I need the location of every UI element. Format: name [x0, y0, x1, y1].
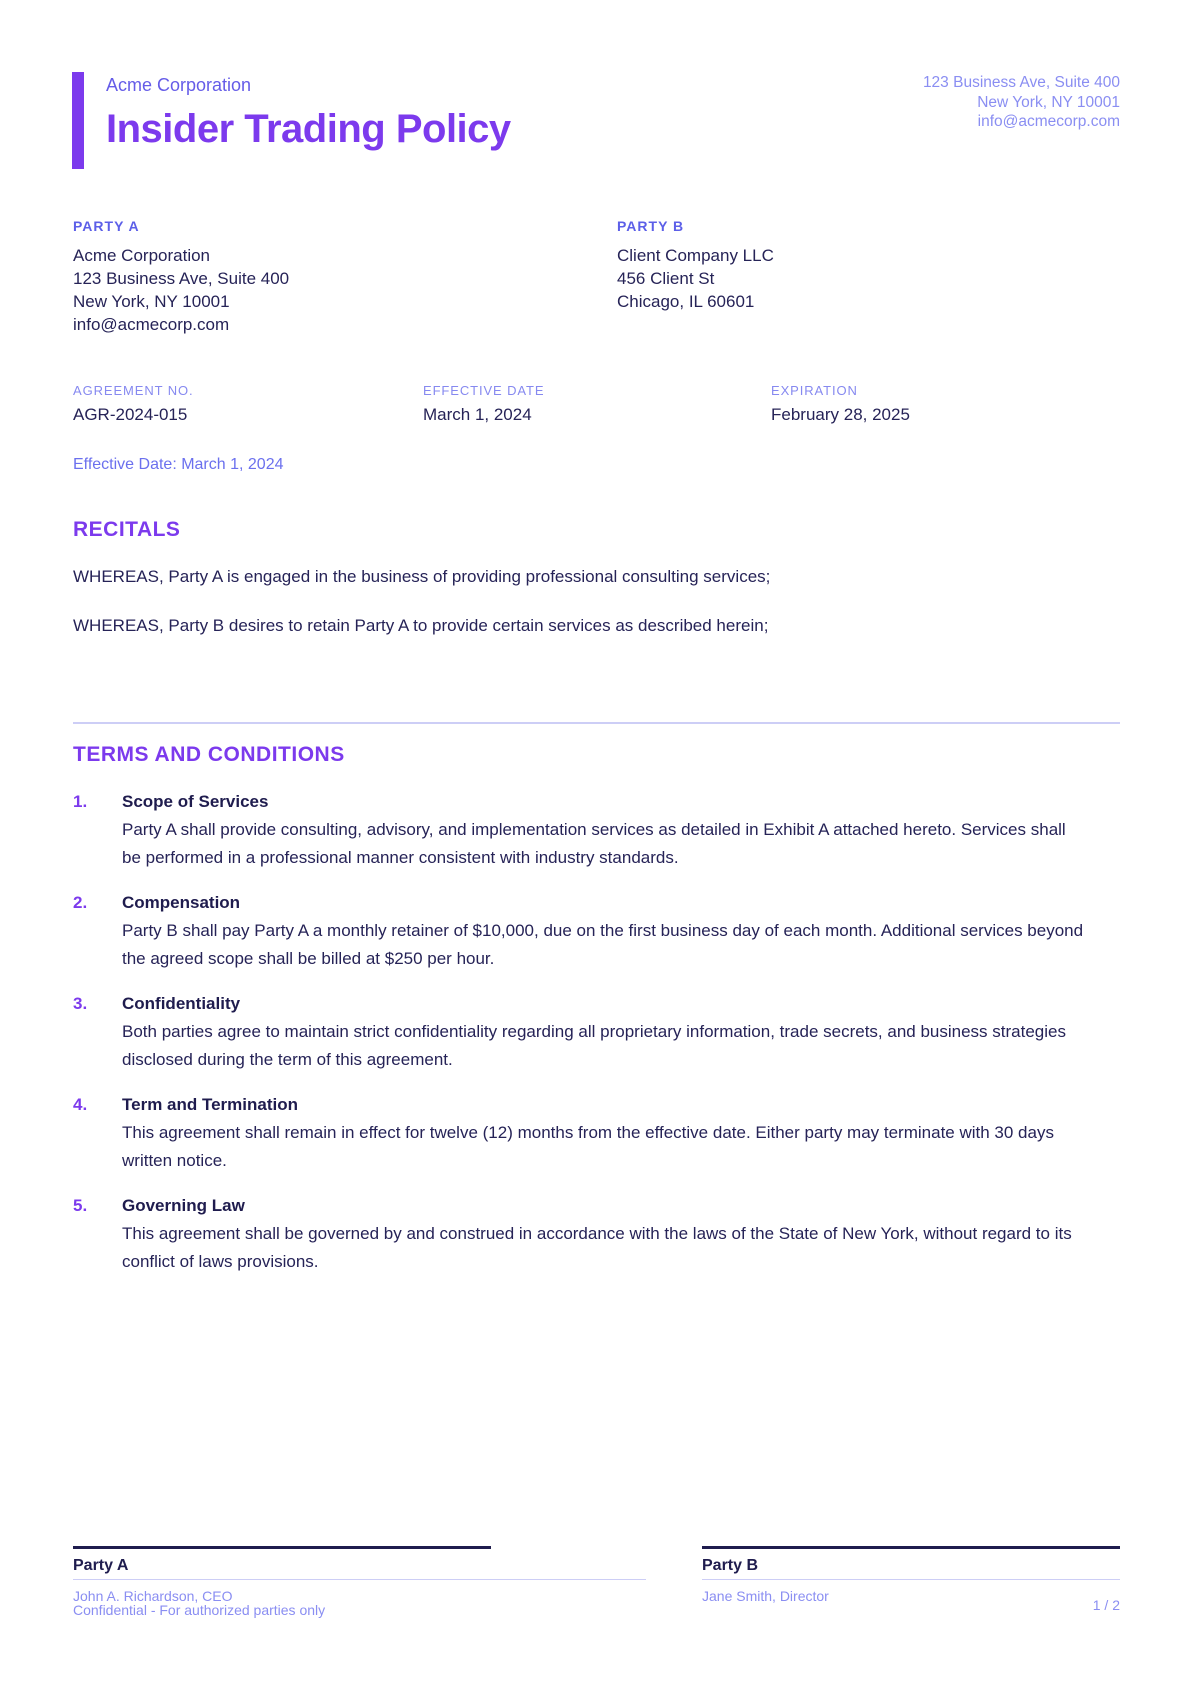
page-number: 1 / 2	[1092, 1597, 1120, 1613]
signer-name-party-b: Jane Smith, Director	[702, 1588, 829, 1604]
header-address	[923, 73, 1120, 132]
term-number: 2.	[73, 893, 88, 912]
party-a-label: PARTY A	[73, 218, 140, 234]
term-number: 1.	[73, 792, 88, 811]
term-title: Compensation	[122, 893, 241, 912]
page-title: Insider Trading Policy	[106, 107, 511, 151]
term-item	[73, 893, 1120, 973]
agreement-number-label: AGREEMENT NO.	[73, 383, 194, 398]
term-body: Both parties agree to maintain strict confidentiality regarding all proprietary information, trade secrets, and business strategies disclosed during the term of this agreement.	[122, 1022, 1066, 1069]
effective-date-line: Effective Date: March 1, 2024	[73, 456, 284, 473]
terms-heading: TERMS AND CONDITIONS	[73, 743, 345, 766]
term-item	[73, 1196, 1120, 1276]
signatures-section	[73, 1546, 1120, 1604]
signature-label-party-a: Party A	[73, 1557, 646, 1580]
signature-line	[73, 1546, 491, 1549]
address-line: info@acmecorp.com	[977, 113, 1120, 130]
signature-block-party-a	[73, 1546, 491, 1604]
party-a-line: 123 Business Ave, Suite 400	[73, 269, 290, 288]
parties-section	[73, 218, 1120, 336]
term-title: Scope of Services	[122, 792, 269, 811]
footer-confidential-note: Confidential - For authorized parties only	[73, 1602, 326, 1618]
term-title: Confidentiality	[122, 994, 241, 1013]
expiration-value: February 28, 2025	[771, 405, 910, 424]
recital-paragraph: WHEREAS, Party A is engaged in the business of providing professional consulting services;	[73, 567, 771, 586]
effective-date-field	[423, 383, 771, 425]
address-line: 123 Business Ave, Suite 400	[922, 74, 1120, 91]
company-name: Acme Corporation	[106, 75, 252, 95]
term-body: This agreement shall remain in effect for twelve (12) months from the effective date. Either party may terminate with 30 days written notice.	[122, 1123, 1054, 1170]
term-body: Party B shall pay Party A a monthly retainer of $10,000, due on the first business day of each month. Additional services beyond the agreed scope shall be billed at $250 per hour.	[122, 921, 1084, 968]
party-a-block	[73, 218, 617, 336]
signer-name-party-a: John A. Richardson, CEO	[73, 1588, 233, 1604]
term-title: Term and Termination	[122, 1095, 299, 1114]
party-a-line: info@acmecorp.com	[73, 315, 230, 334]
term-body: Party A shall provide consulting, advisory, and implementation services as detailed in Exhibit A attached hereto. Services shall be performed in a professional manner consistent with industry standards.	[122, 820, 1066, 867]
party-b-line: 456 Client St	[617, 269, 715, 288]
terms-section	[73, 745, 1120, 1297]
term-body: This agreement shall be governed by and construed in accordance with the laws of the State of New York, without regard to its conflict of laws provisions.	[122, 1224, 1072, 1271]
term-number: 5.	[73, 1196, 88, 1215]
term-number: 3.	[73, 994, 88, 1013]
party-b-line: Chicago, IL 60601	[617, 292, 755, 311]
effective-date-value: March 1, 2024	[423, 405, 532, 424]
agreement-number-value: AGR-2024-015	[73, 405, 188, 424]
term-item	[73, 994, 1120, 1074]
term-item	[73, 1095, 1120, 1175]
agreement-number-field	[73, 383, 423, 425]
signature-block-party-b	[702, 1546, 1120, 1604]
signature-line	[702, 1546, 1120, 1549]
effective-date-label: EFFECTIVE DATE	[423, 383, 545, 398]
expiration-label: EXPIRATION	[771, 383, 858, 398]
address-line: New York, NY 10001	[977, 93, 1120, 111]
document-header	[72, 70, 1120, 151]
signature-label-party-b: Party B	[702, 1557, 1120, 1580]
term-number: 4.	[73, 1095, 88, 1114]
term-title: Governing Law	[122, 1196, 245, 1215]
accent-bar	[72, 72, 84, 169]
party-b-block	[617, 218, 1120, 336]
section-divider	[73, 722, 1120, 724]
recitals-heading: RECITALS	[73, 518, 181, 541]
expiration-field	[771, 383, 910, 425]
party-a-line: Acme Corporation	[73, 246, 211, 265]
term-item	[73, 792, 1120, 872]
recital-paragraph: WHEREAS, Party B desires to retain Party A to provide certain services as described herein;	[73, 616, 769, 635]
party-a-line: New York, NY 10001	[73, 292, 230, 311]
party-b-label: PARTY B	[617, 218, 685, 234]
agreement-meta-row	[73, 383, 910, 425]
party-b-line: Client Company LLC	[617, 246, 774, 265]
recitals-section	[73, 520, 1120, 665]
